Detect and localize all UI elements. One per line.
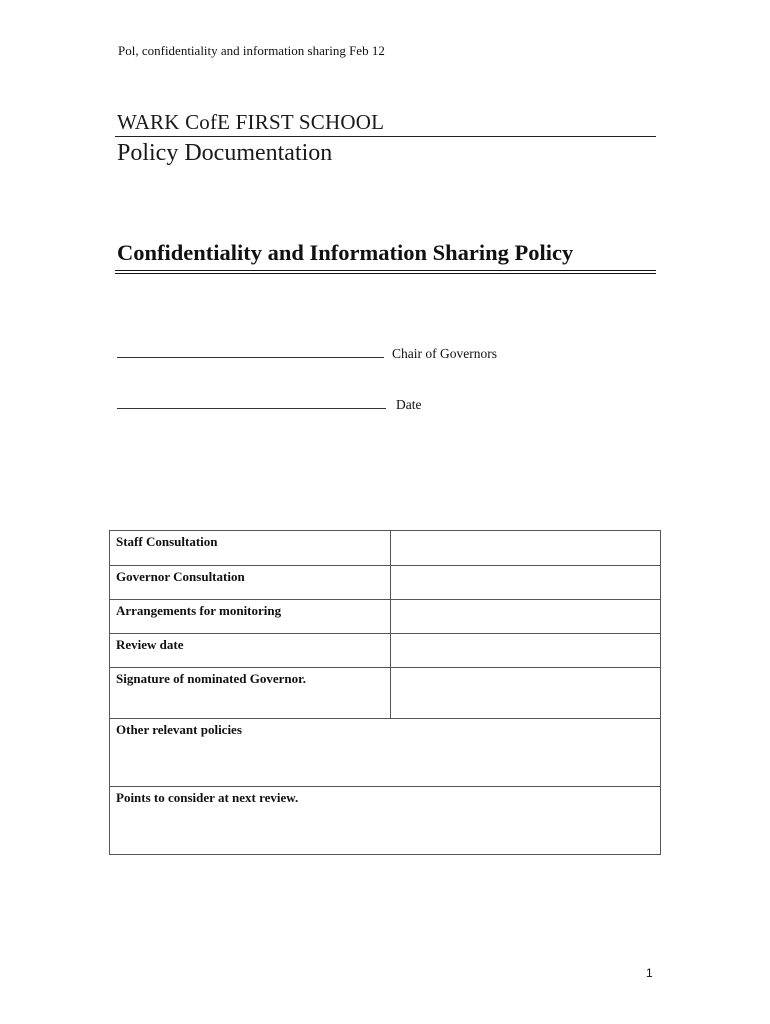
row-value-governor-consultation bbox=[391, 566, 661, 600]
row-value-review-date bbox=[391, 634, 661, 668]
title-rule-bottom bbox=[115, 273, 656, 274]
running-header: Pol, confidentiality and information sharing Feb 12 bbox=[118, 43, 385, 58]
table-row bbox=[110, 787, 661, 855]
header-rule bbox=[115, 136, 656, 137]
table-row bbox=[110, 600, 661, 634]
row-other-relevant-policies: Other relevant policies bbox=[110, 719, 661, 787]
title-rule-top bbox=[115, 270, 656, 271]
table-row bbox=[110, 668, 661, 719]
policy-title: Confidentiality and Information Sharing Policy bbox=[117, 240, 574, 265]
table-row bbox=[110, 566, 661, 600]
page-number: 1 bbox=[646, 966, 653, 980]
row-value-monitoring bbox=[391, 600, 661, 634]
chair-signature-line bbox=[117, 357, 384, 358]
review-table bbox=[109, 530, 661, 855]
row-points-next-review: Points to consider at next review. bbox=[110, 787, 661, 855]
row-label-monitoring: Arrangements for monitoring bbox=[110, 600, 391, 634]
row-value-governor-signature bbox=[391, 668, 661, 719]
date-signature-line bbox=[117, 408, 386, 409]
row-label-governor-consultation: Governor Consultation bbox=[110, 566, 391, 600]
row-label-staff-consultation: Staff Consultation bbox=[110, 531, 391, 566]
document-type: Policy Documentation bbox=[117, 140, 333, 166]
row-value-staff-consultation bbox=[391, 531, 661, 566]
table-row bbox=[110, 719, 661, 787]
table-row bbox=[110, 531, 661, 566]
row-label-governor-signature: Signature of nominated Governor. bbox=[110, 668, 391, 719]
row-label-review-date: Review date bbox=[110, 634, 391, 668]
table-row bbox=[110, 634, 661, 668]
date-signature-label: Date bbox=[396, 397, 422, 412]
chair-signature-label: Chair of Governors bbox=[392, 346, 497, 361]
school-name: WARK CofE FIRST SCHOOL bbox=[117, 110, 385, 134]
